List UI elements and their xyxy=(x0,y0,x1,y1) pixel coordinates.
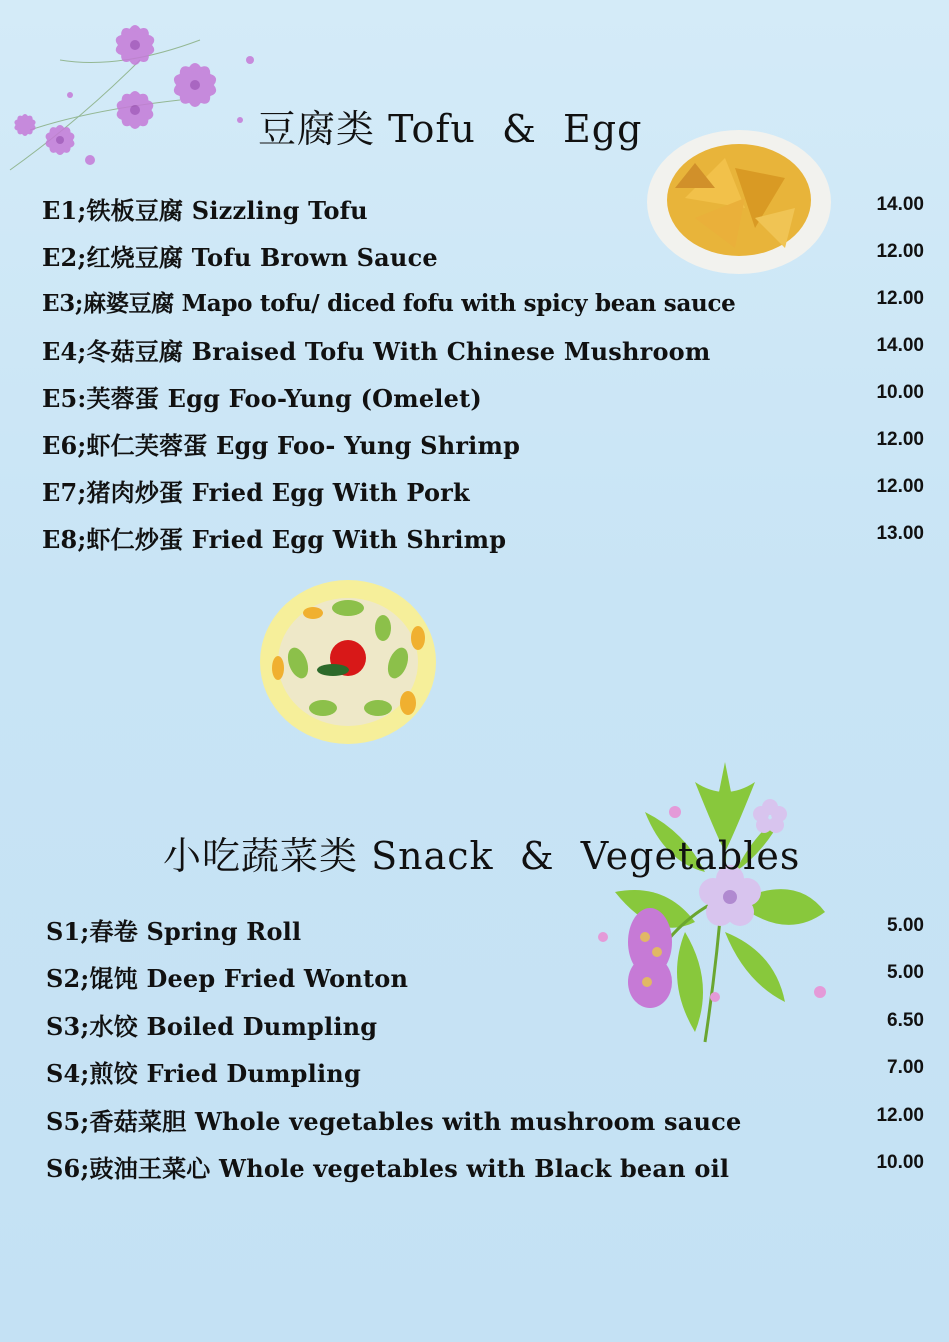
item-name: E6;虾仁芙蓉蛋 Egg Foo- Yung Shrimp xyxy=(42,431,521,460)
item-name: S6;豉油王菜心 Whole vegetables with Black bean oil xyxy=(46,1154,730,1183)
menu-item xyxy=(0,520,949,560)
item-price: 6.50 xyxy=(887,1010,924,1031)
menu-item xyxy=(0,473,949,513)
menu-item xyxy=(0,1149,949,1189)
menu-item xyxy=(0,238,949,278)
menu-item xyxy=(0,426,949,466)
item-price: 12.00 xyxy=(876,476,924,497)
item-name: E7;猪肉炒蛋 Fried Egg With Pork xyxy=(42,478,470,507)
menu-item xyxy=(0,1102,949,1142)
item-price: 12.00 xyxy=(876,288,924,309)
item-name: S1;春卷 Spring Roll xyxy=(46,917,302,946)
menu-item xyxy=(0,285,949,325)
menu-item xyxy=(0,191,949,231)
egg-dish-photo xyxy=(258,578,438,746)
item-name: E5:芙蓉蛋 Egg Foo-Yung (Omelet) xyxy=(42,384,482,413)
item-price: 12.00 xyxy=(876,429,924,450)
item-name: S2;馄饨 Deep Fried Wonton xyxy=(46,964,409,993)
menu-item xyxy=(0,959,949,999)
item-name: S4;煎饺 Fried Dumpling xyxy=(46,1059,361,1088)
menu-item xyxy=(0,332,949,372)
item-price: 12.00 xyxy=(876,1105,924,1126)
item-name: E8;虾仁炒蛋 Fried Egg With Shrimp xyxy=(42,525,507,554)
item-price: 10.00 xyxy=(876,1152,924,1173)
item-price: 5.00 xyxy=(887,915,924,936)
item-name: E2;红烧豆腐 Tofu Brown Sauce xyxy=(42,243,438,272)
menu-item xyxy=(0,912,949,952)
menu-item xyxy=(0,1007,949,1047)
item-name: E3;麻婆豆腐 Mapo tofu/ diced fofu with spicy bean sauce xyxy=(42,290,736,317)
item-name: S5;香菇菜胆 Whole vegetables with mushroom sauce xyxy=(46,1107,742,1136)
menu-item xyxy=(0,1054,949,1094)
item-price: 14.00 xyxy=(876,335,924,356)
item-price: 12.00 xyxy=(876,241,924,262)
item-name: E1;铁板豆腐 Sizzling Tofu xyxy=(42,196,368,225)
item-price: 7.00 xyxy=(887,1057,924,1078)
item-price: 10.00 xyxy=(876,382,924,403)
section-title-tofu-egg: 豆腐类 Tofu & Egg xyxy=(258,107,643,151)
flower-decoration-icon xyxy=(0,0,280,190)
section-title-snack-vegetables: 小吃蔬菜类 Snack & Vegetables xyxy=(163,834,801,878)
item-name: S3;水饺 Boiled Dumpling xyxy=(46,1012,378,1041)
vegetable-flower-decoration-icon xyxy=(575,742,860,1050)
item-price: 13.00 xyxy=(876,523,924,544)
menu-item xyxy=(0,379,949,419)
item-price: 14.00 xyxy=(876,194,924,215)
item-price: 5.00 xyxy=(887,962,924,983)
item-name: E4;冬菇豆腐 Braised Tofu With Chinese Mushroom xyxy=(42,337,711,366)
